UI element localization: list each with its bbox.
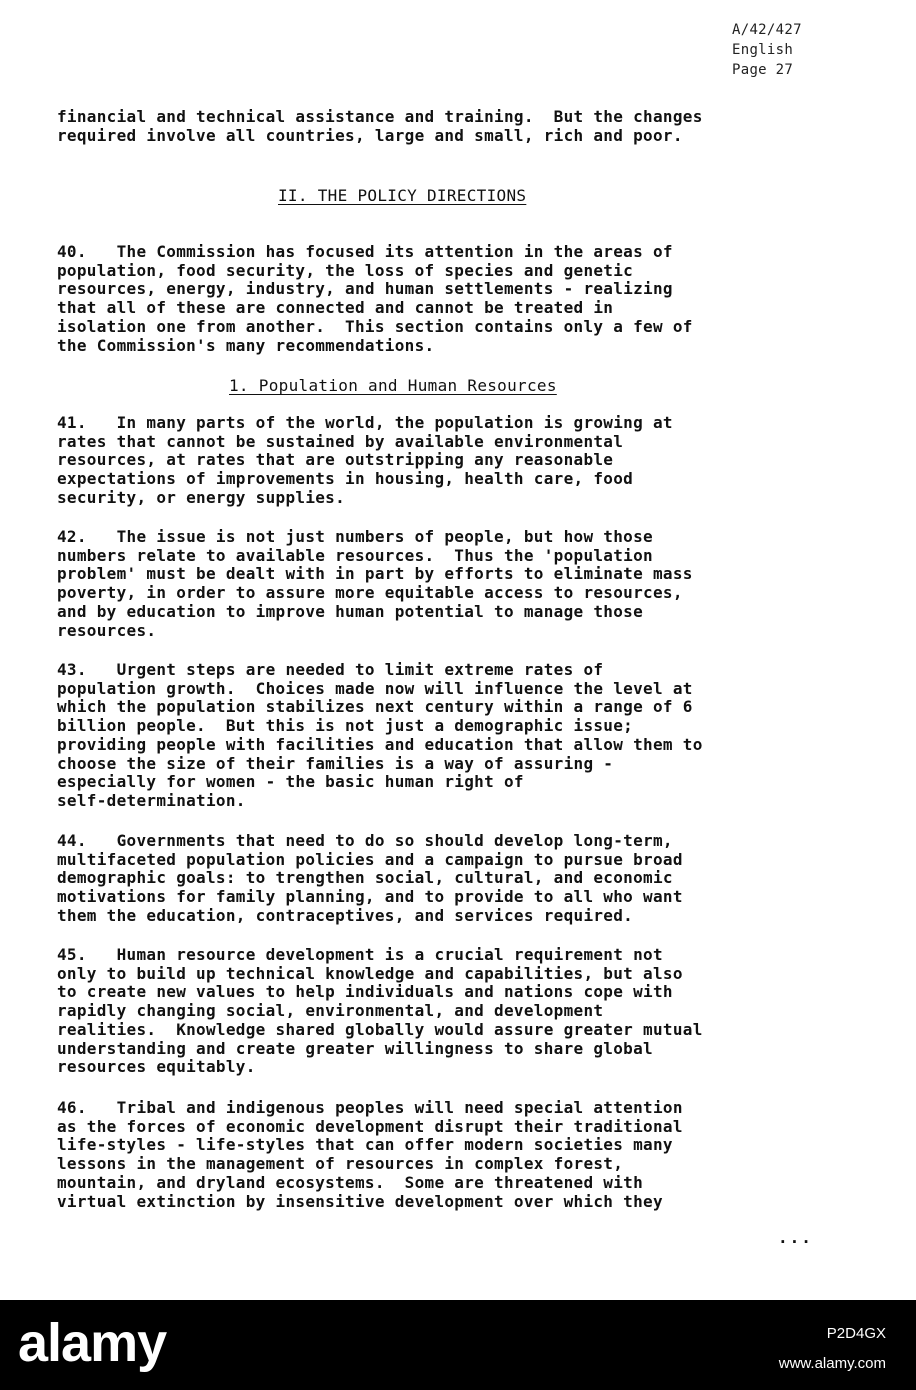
text-line: 43. Urgent steps are needed to limit extreme rates of <box>57 660 604 679</box>
document-symbol: A/42/427 <box>732 22 802 38</box>
text-line: only to build up technical knowledge and capabilities, but also <box>57 963 683 983</box>
text-line: mountain, and dryland ecosystems. Some are threatened with <box>57 1172 644 1192</box>
text-line: providing people with facilities and education that allow them to <box>57 734 703 754</box>
paragraph-44 <box>57 832 827 926</box>
text-line: 40. The Commission has focused its attention in the areas of <box>57 242 673 261</box>
text-line: which the population stabilizes next century within a range of 6 <box>57 697 693 717</box>
text-line: resources. <box>57 620 157 640</box>
text-line: rates that cannot be sustained by available environmental <box>57 431 624 451</box>
text-line: that all of these are connected and cannot be treated in <box>57 298 614 318</box>
document-reference-header <box>732 20 872 80</box>
text-line: expectations of improvements in housing, health care, food <box>57 469 634 489</box>
text-line: 46. Tribal and indigenous peoples will need special attention <box>57 1098 683 1117</box>
alamy-logo: alamy <box>18 1313 167 1373</box>
text-line: life-styles - life-styles that can offer modern societies many <box>57 1135 673 1155</box>
text-line: financial and technical assistance and training. But the changes <box>57 107 703 126</box>
paragraph-42 <box>57 528 827 640</box>
text-line: 41. In many parts of the world, the population is growing at <box>57 413 673 432</box>
watermark-footer <box>0 1300 916 1390</box>
text-line: realities. Knowledge shared globally would assure greater mutual <box>57 1019 703 1039</box>
text-line: resources, energy, industry, and human settlements - realizing <box>57 279 673 299</box>
text-line: resources, at rates that are outstripping any reasonable <box>57 450 614 470</box>
subsection-heading: 1. Population and Human Resources <box>229 376 557 395</box>
text-line: demographic goals: to trengthen social, cultural, and economic <box>57 868 673 888</box>
text-line: the Commission's many recommendations. <box>57 335 435 355</box>
text-line: especially for women - the basic human right of <box>57 772 524 792</box>
image-code: P2D4GX <box>826 1325 886 1342</box>
text-line: rapidly changing social, environmental, and development <box>57 1001 604 1021</box>
text-line: 42. The issue is not just numbers of people, but how those <box>57 527 653 546</box>
intro-paragraph <box>57 108 827 145</box>
text-line: self-determination. <box>57 790 246 810</box>
site-url: www.alamy.com <box>778 1355 886 1372</box>
paragraph-45 <box>57 946 827 1077</box>
text-line: them the education, contraceptives, and services required. <box>57 905 634 925</box>
text-line: 45. Human resource development is a crucial requirement not <box>57 945 663 964</box>
text-line: multifaceted population policies and a campaign to pursue broad <box>57 849 683 869</box>
text-line: understanding and create greater willingness to share global <box>57 1038 653 1058</box>
text-line: poverty, in order to assure more equitable access to resources, <box>57 583 683 603</box>
text-line: numbers relate to available resources. Thus the 'population <box>57 545 653 565</box>
page-number: Page 27 <box>732 62 794 78</box>
text-line: lessons in the management of resources in complex forest, <box>57 1154 624 1174</box>
text-line: population, food security, the loss of species and genetic <box>57 260 634 280</box>
text-line: billion people. But this is not just a demographic issue; <box>57 716 634 736</box>
text-line: virtual extinction by insensitive development over which they <box>57 1191 663 1211</box>
text-line: as the forces of economic development disrupt their traditional <box>57 1116 683 1136</box>
continuation-mark: ... <box>778 1228 813 1247</box>
paragraph-41 <box>57 414 827 508</box>
text-line: to create new values to help individuals and nations cope with <box>57 982 673 1002</box>
text-line: population growth. Choices made now will influence the level at <box>57 678 693 698</box>
text-line: security, or energy supplies. <box>57 487 346 507</box>
document-language: English <box>732 42 794 58</box>
text-line: motivations for family planning, and to provide to all who want <box>57 887 683 907</box>
text-line: required involve all countries, large and small, rich and poor. <box>57 125 683 145</box>
paragraph-46 <box>57 1099 827 1211</box>
text-line: problem' must be dealt with in part by efforts to eliminate mass <box>57 564 693 584</box>
text-line: 44. Governments that need to do so should develop long-term, <box>57 831 673 850</box>
text-line: resources equitably. <box>57 1057 256 1077</box>
text-line: choose the size of their families is a way of assuring - <box>57 753 614 773</box>
text-line: isolation one from another. This section contains only a few of <box>57 316 693 336</box>
text-line: and by education to improve human potential to manage those <box>57 601 644 621</box>
paragraph-40 <box>57 243 827 355</box>
section-heading: II. THE POLICY DIRECTIONS <box>278 186 527 205</box>
paragraph-43 <box>57 661 827 811</box>
